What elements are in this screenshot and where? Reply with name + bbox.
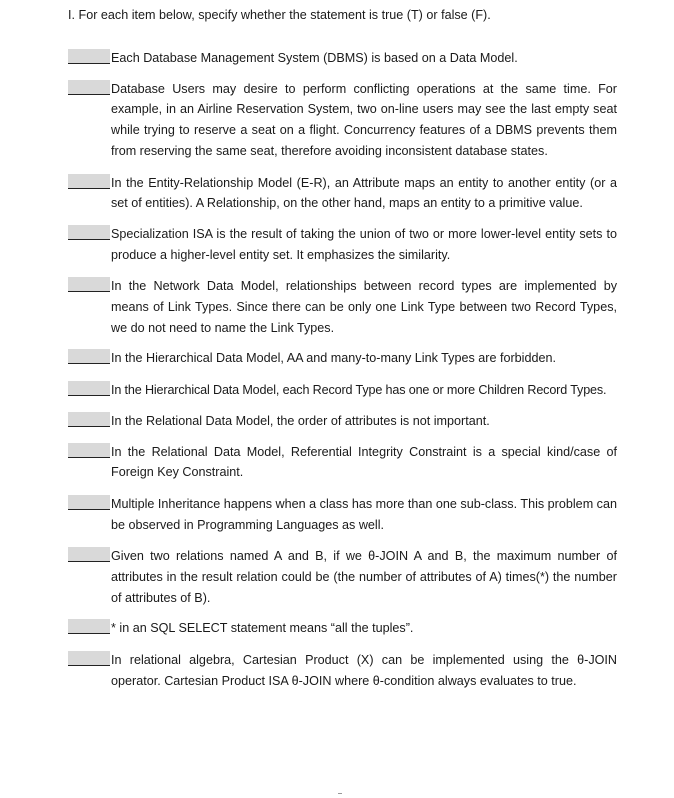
list-item [68,48,617,69]
list-item [68,348,617,369]
answer-blank[interactable] [68,349,110,364]
list-item [68,650,617,691]
statement-text: Multiple Inheritance happens when a class has more than one sub-class. This problem can be observed in Programming Languages as well. [111,496,617,532]
instructions-heading: I. For each item below, specify whether the statement is true (T) or false (F). [68,8,491,22]
answer-blank[interactable] [68,381,110,396]
list-item [68,79,617,162]
answer-blank[interactable] [68,443,110,458]
list-item [68,546,617,608]
list-item [68,173,617,214]
true-false-list [68,48,617,692]
list-item [68,224,617,265]
answer-blank[interactable] [68,174,110,189]
statement-text: In the Hierarchical Data Model, AA and many-to-many Link Types are forbidden. [111,351,556,366]
statement-text: In the Network Data Model, relationships between record types are implemented by means of Link Types. Since there can be only one Link Type between two Record Types, we do not need to name the Link Types. [111,279,617,335]
answer-blank[interactable] [68,412,110,427]
list-item [68,380,617,401]
list-item [68,411,617,432]
statement-text: Specialization ISA is the result of taking the union of two or more lower-level entity sets to produce a higher-level entity set. It emphasizes the similarity. [111,226,617,262]
list-item [68,276,617,338]
answer-blank[interactable] [68,277,110,292]
statement-text: In the Relational Data Model, the order of attributes is not important. [111,413,490,428]
answer-blank[interactable] [68,495,110,510]
statement-text: Database Users may desire to perform conflicting operations at the same time. For example, in an Airline Reservation System, two on-line users may see the last empty seat while trying to reserve a seat on a flight. Concurrency features of a DBMS prevents them from reserving the same seat, therefore avoiding inconsistent database states. [111,81,617,158]
statement-text: In the Entity-Relationship Model (E-R), an Attribute maps an entity to another entity (or a set of entities). A Relationship, on the other hand, maps an entity to a primitive value. [111,175,617,211]
answer-blank[interactable] [68,547,110,562]
list-item [68,494,617,535]
statement-text: Each Database Management System (DBMS) is based on a Data Model. [111,51,518,65]
answer-blank[interactable] [68,80,110,95]
statement-text: Given two relations named A and B, if we θ-JOIN A and B, the maximum number of attributes in the result relation could be (the number of attributes of A) times(*) the number of attributes of B). [111,549,617,605]
statement-text: In the Relational Data Model, Referential Integrity Constraint is a special kind/case of Foreign Key Constraint. [111,444,617,480]
page-marker [338,793,342,794]
answer-blank[interactable] [68,619,110,634]
answer-blank[interactable] [68,651,110,666]
answer-blank[interactable] [68,225,110,240]
statement-text: In relational algebra, Cartesian Product (X) can be implemented using the θ-JOIN operator. Cartesian Product ISA θ-JOIN where θ-condition always evaluates to true. [111,653,617,688]
answer-blank[interactable] [68,49,110,64]
list-item [68,618,617,639]
list-item [68,442,617,483]
statement-text: In the Hierarchical Data Model, each Record Type has one or more Children Record Types. [111,383,607,398]
statement-text: * in an SQL SELECT statement means “all the tuples”. [111,621,414,636]
